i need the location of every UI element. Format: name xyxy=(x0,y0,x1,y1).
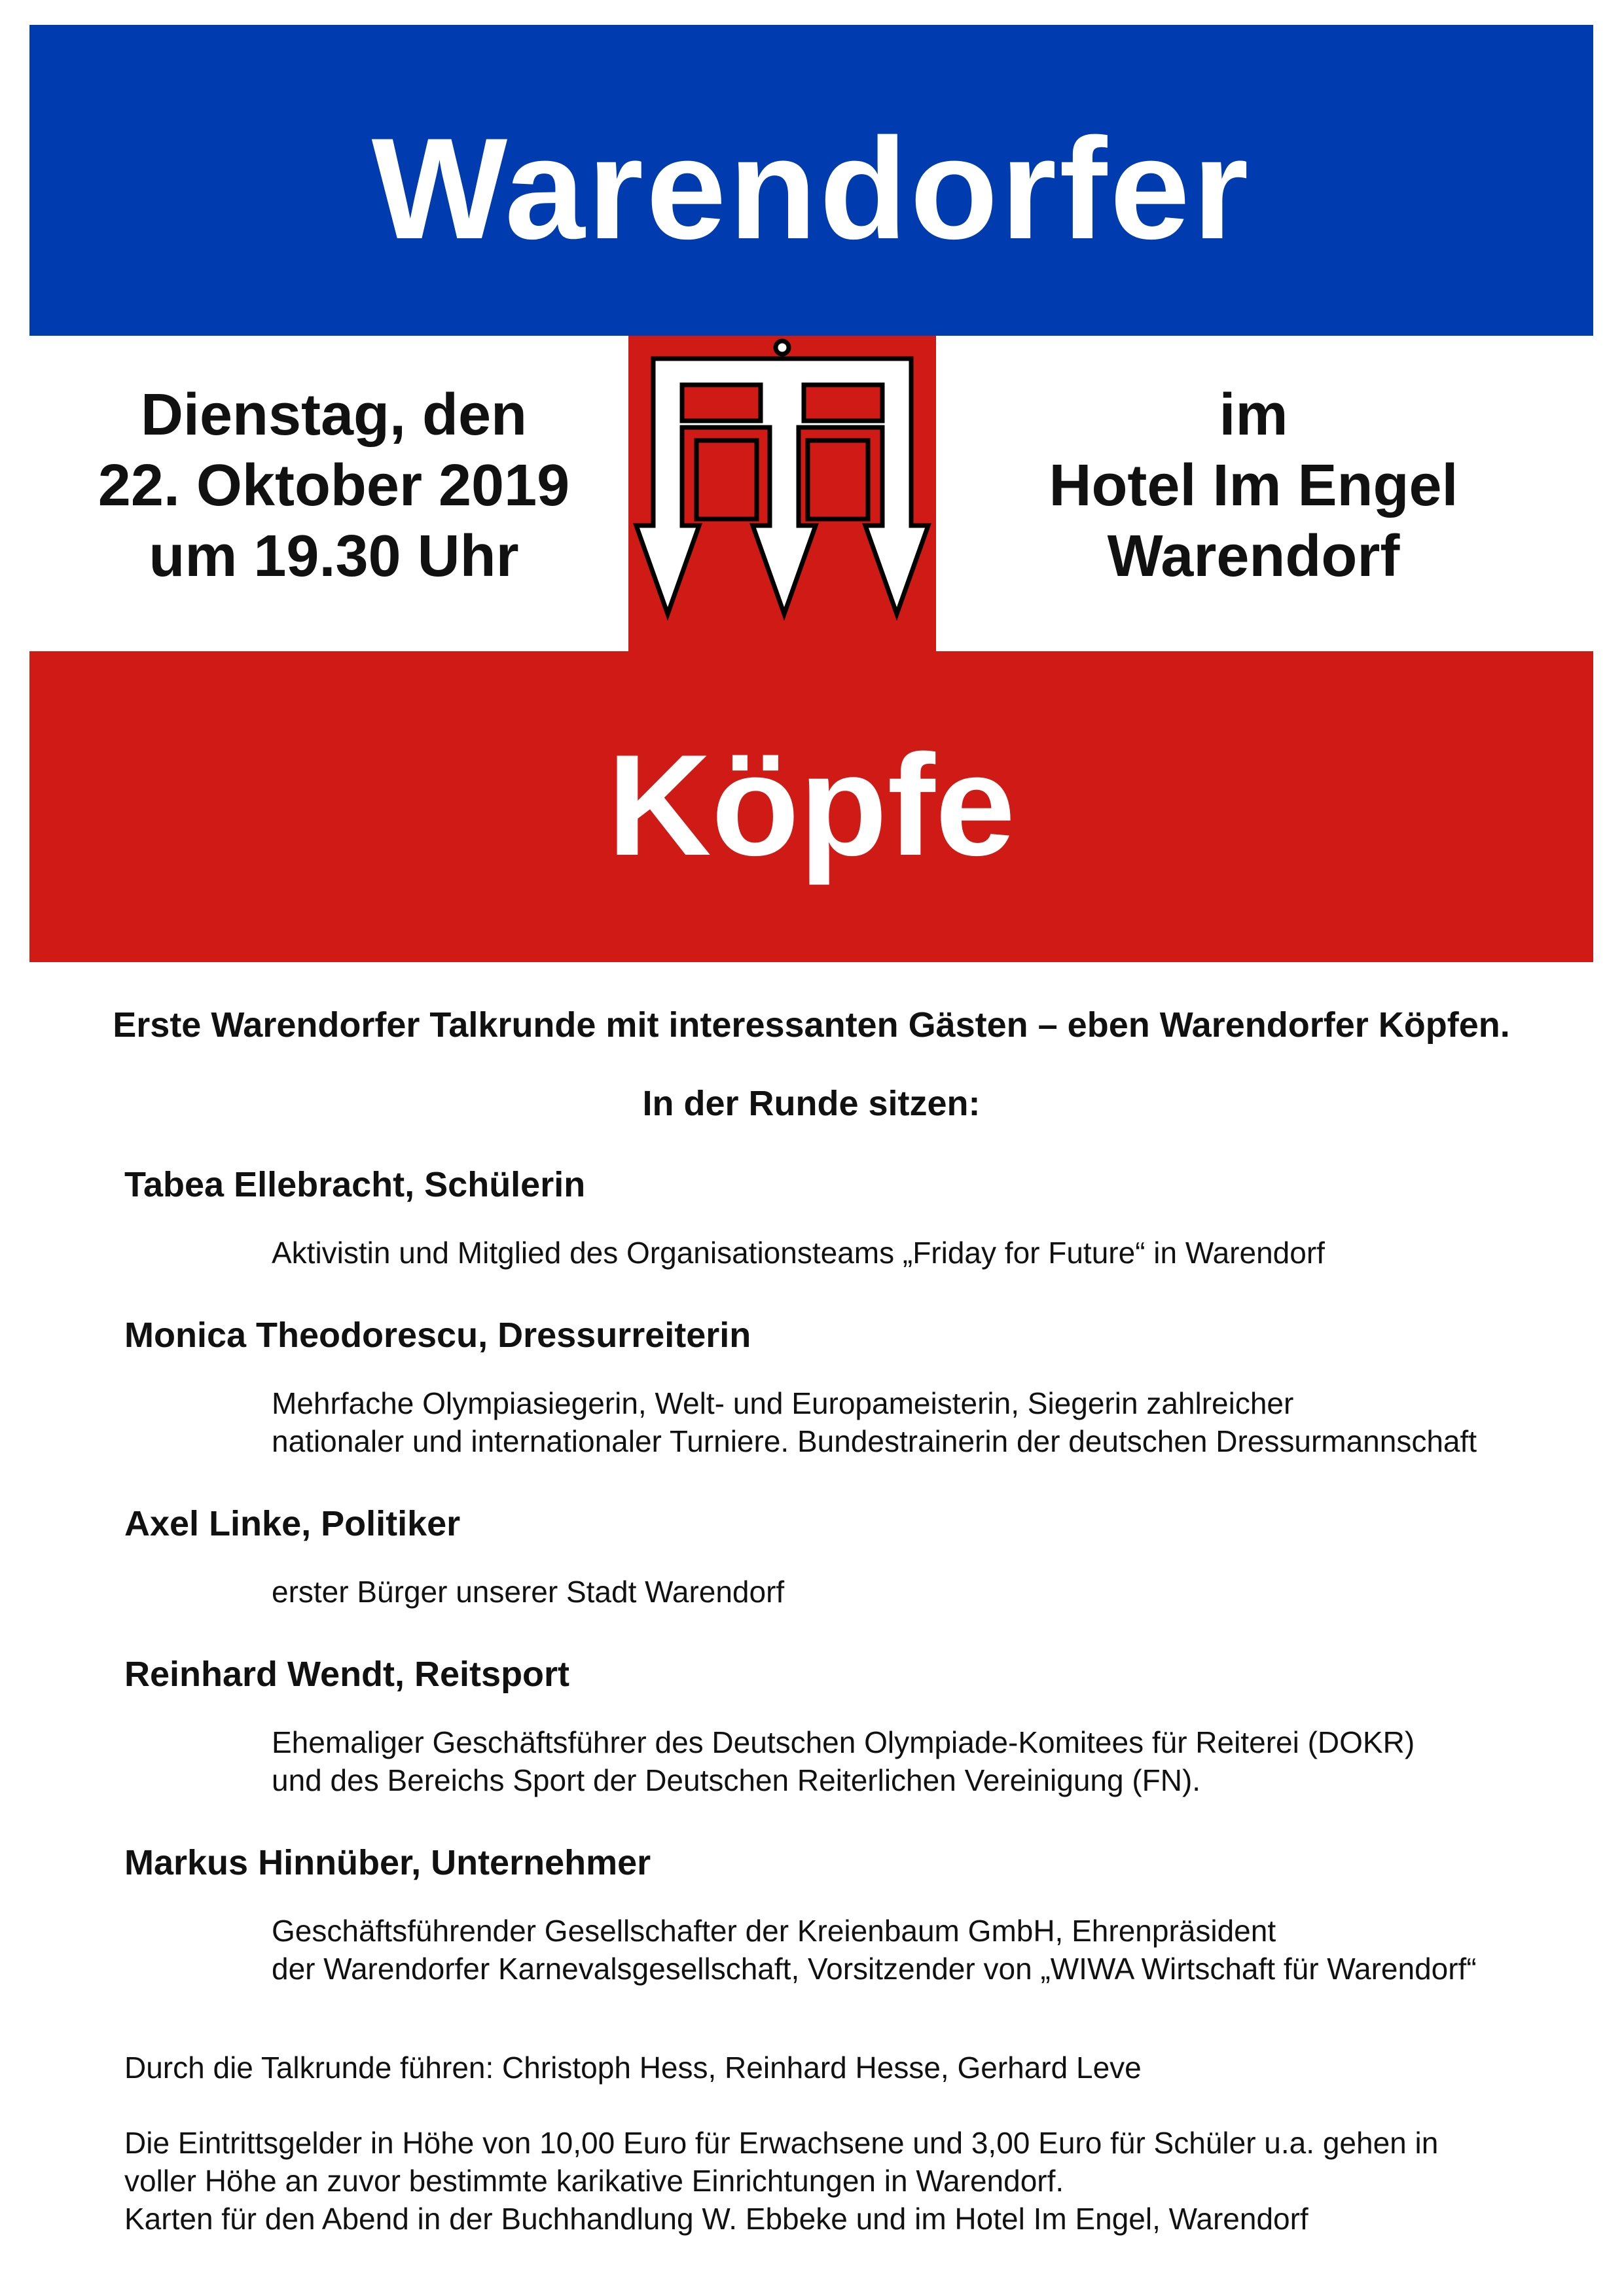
guest-description xyxy=(272,1234,1597,1272)
guest-item xyxy=(124,1312,1597,1460)
guest-name: Tabea Ellebracht, Schülerin xyxy=(124,1165,586,1204)
event-date-line: Dienstag, den xyxy=(140,382,528,448)
guest-name: Monica Theodorescu, Dressurreiterin xyxy=(124,1316,751,1355)
guest-item xyxy=(124,1501,1597,1611)
guest-name: Markus Hinnüber, Unternehmer xyxy=(124,1843,651,1882)
guest-description-line: Geschäftsführender Gesellschafter der Kreienbaum GmbH, Ehrenpräsident xyxy=(272,1914,1276,1948)
event-date-line: um 19.30 Uhr xyxy=(149,524,519,589)
guest-description xyxy=(272,1723,1597,1799)
event-date-block xyxy=(65,380,602,592)
moderators-line: Durch die Talkrunde führen: Christoph Hess, Reinhard Hesse, Gerhard Leve xyxy=(124,2051,1142,2085)
guest-description xyxy=(272,1912,1597,1988)
guest-description-line: erster Bürger unserer Stadt Warendorf xyxy=(272,1575,785,1609)
panel-heading: In der Runde sitzen: xyxy=(642,1084,981,1123)
guest-name: Reinhard Wendt, Reitsport xyxy=(124,1655,570,1694)
guest-item xyxy=(124,1840,1597,1988)
guest-description xyxy=(272,1573,1597,1611)
ticket-info-line: Die Eintrittsgelder in Höhe von 10,00 Euro für Erwachsene und 3,00 Euro für Schüler u.a. gehen in xyxy=(124,2126,1439,2160)
guest-item xyxy=(124,1651,1597,1799)
guest-description-line: Mehrfache Olympiasiegerin, Welt- und Europameisterin, Siegerin zahlreicher xyxy=(272,1386,1294,1420)
poster-title-bottom: Köpfe xyxy=(607,725,1016,886)
guest-name: Axel Linke, Politiker xyxy=(124,1504,461,1543)
event-venue-line: Hotel Im Engel xyxy=(1049,453,1458,518)
guest-description xyxy=(272,1384,1597,1460)
event-venue-line: Warendorf xyxy=(1107,524,1400,589)
guest-description-line: der Warendorfer Karnevalsgesellschaft, Vorsitzender von „WIWA Wirtschaft für Warendorf“ xyxy=(272,1952,1477,1986)
guest-description-line: und des Bereichs Sport der Deutschen Reiterlichen Vereinigung (FN). xyxy=(272,1763,1201,1797)
ticket-info xyxy=(124,2124,1597,2238)
guest-item xyxy=(124,1162,1597,1272)
poster-title-top: Warendorfer xyxy=(371,108,1252,269)
guest-description-line: Aktivistin und Mitglied des Organisationsteams „Friday for Future“ in Warendorf xyxy=(272,1236,1325,1270)
guest-description-line: Ehemaliger Geschäftsführer des Deutschen Olympiade-Komitees für Reiterei (DOKR) xyxy=(272,1725,1415,1759)
guest-description-line: nationaler und internationaler Turniere. Bundestrainerin der deutschen Dressurmannschaft xyxy=(272,1424,1477,1458)
event-venue-line: im xyxy=(1219,382,1288,448)
intro-headline: Erste Warendorfer Talkrunde mit interessanten Gästen – eben Warendorfer Köpfen. xyxy=(113,1005,1510,1045)
ticket-info-line: Karten für den Abend in der Buchhandlung W. Ebbeke und im Hotel Im Engel, Warendorf xyxy=(124,2202,1308,2236)
ticket-info-line: voller Höhe an zuvor bestimmte karikative Einrichtungen in Warendorf. xyxy=(124,2164,1064,2198)
moderators-text xyxy=(124,2049,1597,2087)
warendorf-coat-of-arms-icon xyxy=(628,336,936,651)
guest-list xyxy=(124,1162,1597,2028)
event-venue-block xyxy=(982,380,1525,592)
event-date-line: 22. Oktober 2019 xyxy=(98,453,570,518)
